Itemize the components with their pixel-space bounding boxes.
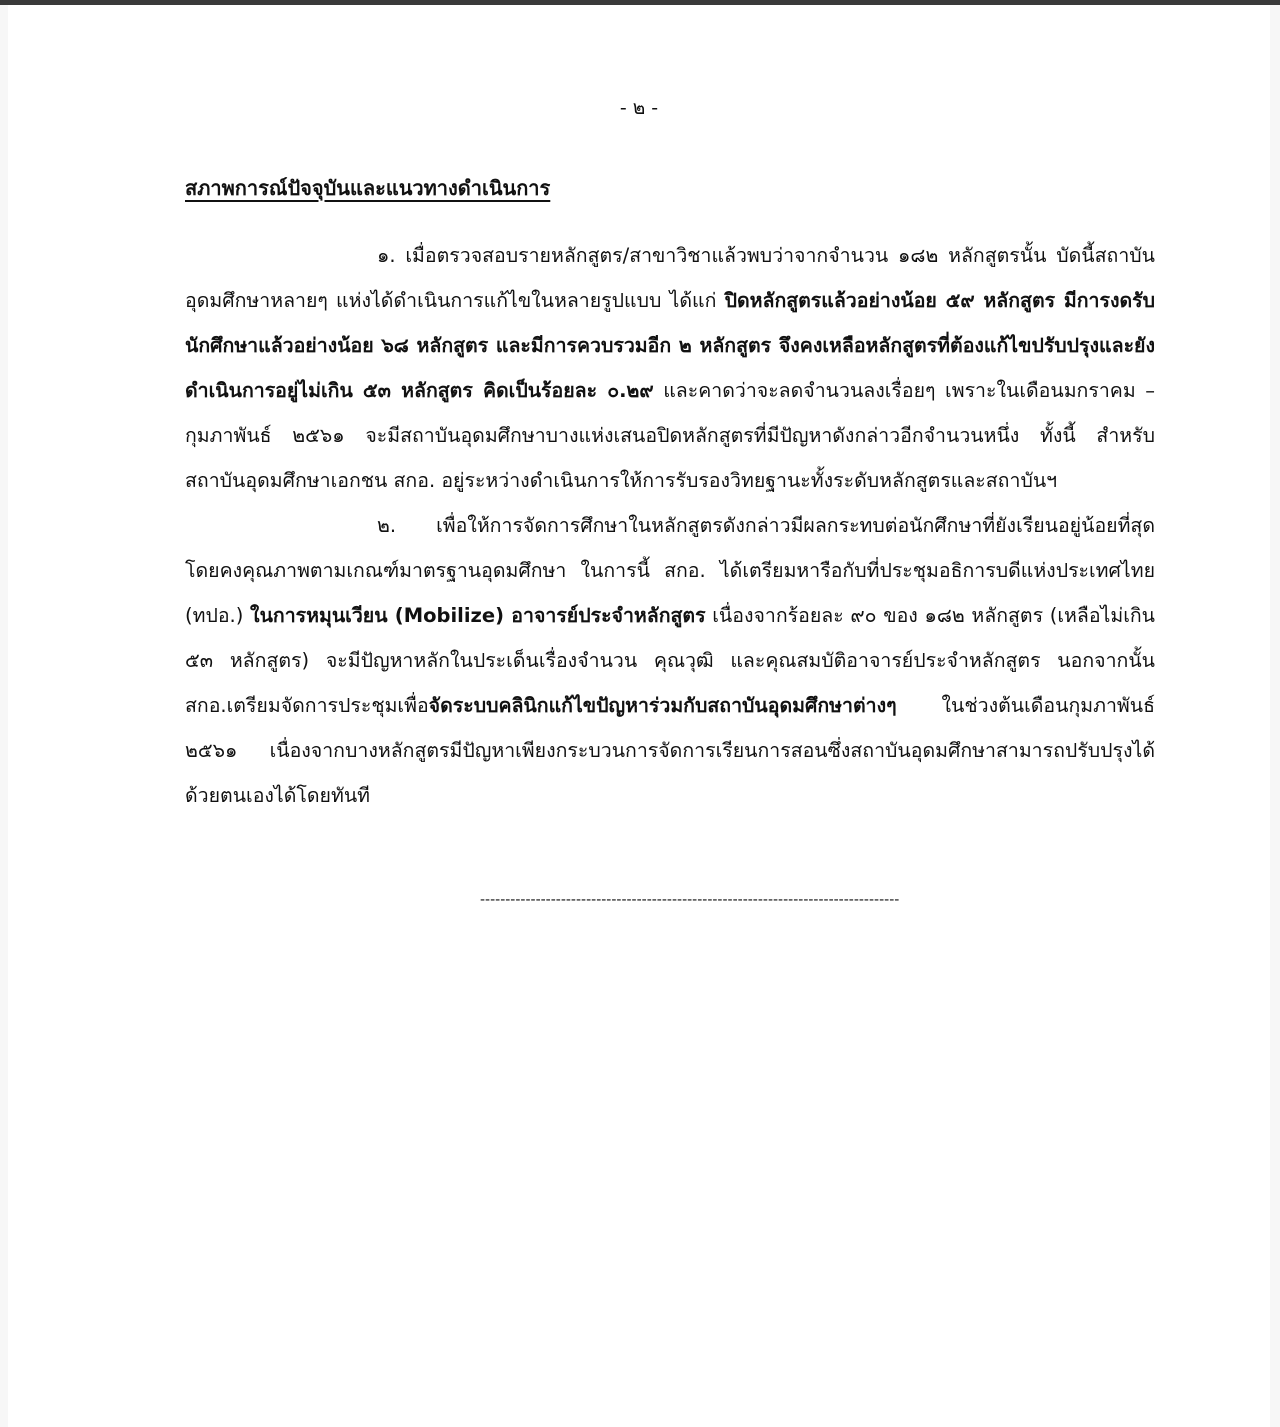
paragraph-2-text-b: เนื่องจากร้อยละ ๙๐ ของ ๑๘๒ หลักสูตร (เหลือไม่เกิน ๕๓ หลักสูตร) จะมีปัญหาหลักในประเด็นเรื่องจำนวน คุณวุฒิ และคุณสมบัติอาจารย์ประจำหลักสูตร นอกจากนั้น สกอ.เตรียมจัดการประชุมเพื่อ: [185, 604, 1156, 717]
paragraph-2-text-a: ๒. เพื่อให้การจัดการศึกษาในหลักสูตรดังกล่าวมีผลกระทบต่อนักศึกษาที่ยังเรียนอยู่น้อยที่สุดโดยคงคุณภาพตามเกณฑ์มาตรฐานอุดมศึกษา ในการนี้ สกอ. ได้เตรียมหารือกับที่ประชุมอธิการบดีแห่งประเทศไทย (ทปอ.): [185, 514, 1155, 627]
paragraph-1-text-a: ๑. เมื่อตรวจสอบรายหลักสูตร/สาขาวิชาแล้วพบว่าจากจำนวน ๑๘๒ หลักสูตรนั้น บัดนี้สถาบันอุดมศึกษาหลายๆ แห่งได้ดำเนินการแก้ไขในหลายรูปแบบ ได้แก่: [185, 244, 1155, 312]
section-heading: สภาพการณ์ปัจจุบันและแนวทางดำเนินการ: [185, 176, 551, 200]
page-number: - ๒ -: [619, 97, 659, 119]
document-body: [185, 233, 1155, 818]
paragraph-1-text-b: และคาดว่าจะลดจำนวนลงเรื่อยๆ เพราะในเดือนมกราคม – กุมภาพันธ์ ๒๕๖๑ จะมีสถาบันอุดมศึกษาบางแห่งเสนอปิดหลักสูตรที่มีปัญหาดังกล่าวอีกจำนวนหนึ่ง ทั้งนี้ สำหรับสถาบันอุดมศึกษาเอกชน สกอ. อยู่ระหว่างดำเนินการให้การรับรองวิทยฐานะทั้งระดับหลักสูตรและสถาบันฯ: [185, 379, 1155, 492]
paragraph-2-bold-b: จัดระบบคลินิกแก้ไขปัญหาร่วมกับสถาบันอุดมศึกษาต่างๆ: [428, 694, 897, 717]
paragraph-2: [185, 503, 1155, 818]
document-page: [8, 5, 1270, 1427]
paragraph-2-bold-a: ในการหมุนเวียน (Mobilize) อาจารย์ประจำหลักสูตร: [250, 604, 706, 627]
paragraph-2-text-c: ในช่วงต้นเดือนกุมภาพันธ์ ๒๕๖๑ เนื่องจากบางหลักสูตรมีปัญหาเพียงกระบวนการจัดการเรียนการสอนซึ่งสถาบันอุดมศึกษาสามารถปรับปรุงได้ด้วยตนเองได้โดยทันที: [185, 694, 1155, 807]
paragraph-1-bold-a: ปิดหลักสูตรแล้วอย่างน้อย ๕๙ หลักสูตร มีการงดรับนักศึกษาแล้วอย่างน้อย ๖๘ หลักสูตร และมีการควบรวมอีก ๒ หลักสูตร จึงคงเหลือหลักสูตรที่ต้องแก้ไขปรับปรุงและยังดำเนินการอยู่ไม่เกิน ๕๓ หลักสูตร คิดเป็นร้อยละ ๐.๒๙: [185, 289, 1155, 402]
end-divider: -----------------------------------------------------------------------------------: [480, 892, 900, 908]
paragraph-1: [185, 233, 1155, 503]
